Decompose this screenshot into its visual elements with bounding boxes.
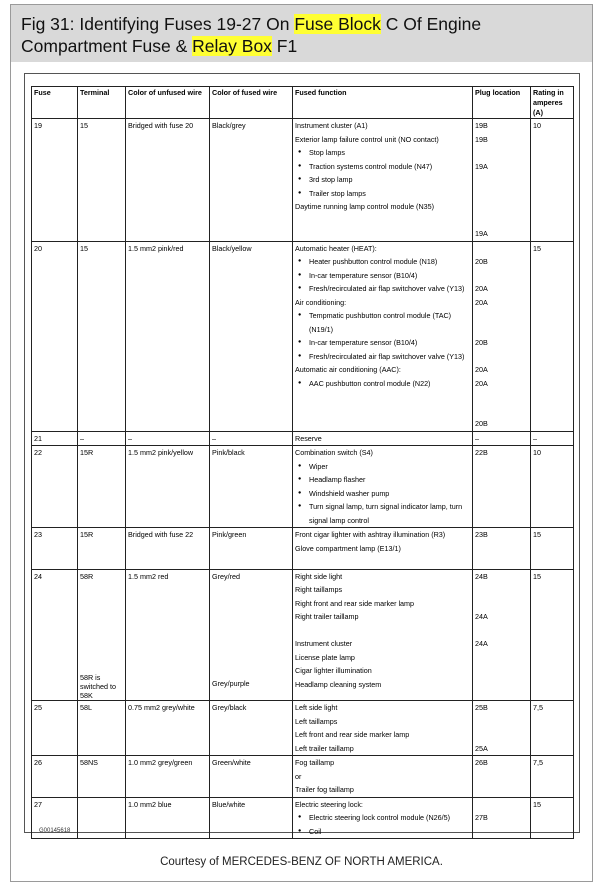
rating-cell-text: 10 bbox=[533, 448, 541, 457]
unfused-color-cell-text: Bridged with fuse 22 bbox=[128, 530, 194, 539]
function-bullet-item: ● Heater pushbutton control module (N18) bbox=[309, 255, 470, 269]
function-line: License plate lamp bbox=[295, 652, 355, 662]
function-bullet-item: ● Traction systems control module (N47) bbox=[309, 160, 470, 174]
table-row bbox=[32, 756, 574, 798]
table-row bbox=[32, 569, 574, 701]
terminal-cell bbox=[78, 119, 126, 242]
plug-location bbox=[475, 187, 528, 201]
fused-color-cell-text: Black/grey bbox=[212, 121, 246, 130]
function-bullet-item: ● In-car temperature sensor (B10/4) bbox=[309, 269, 470, 283]
fused-color-cell-text: Grey/black bbox=[212, 703, 247, 712]
rating-cell bbox=[531, 701, 574, 756]
function-bullet-item: ● Trailer stop lamps bbox=[309, 187, 470, 201]
unfused-color-cell-text: 1.5 mm2 red bbox=[128, 571, 169, 581]
unfused-color-cell-text: 1.0 mm2 blue bbox=[128, 799, 172, 809]
function-bullet-item: ● Tempmatic pushbutton control module (TAC) (N19/1) bbox=[309, 309, 470, 336]
terminal-cell bbox=[78, 756, 126, 798]
function-line: Front cigar lighter with ashtray illumination (R3) bbox=[295, 530, 446, 539]
rating-cell bbox=[531, 241, 574, 431]
fused-function-cell bbox=[293, 701, 473, 756]
terminal-cell bbox=[78, 701, 126, 756]
terminal-cell bbox=[78, 797, 126, 839]
unfused-color-cell-text: 1.5 mm2 pink/yellow bbox=[128, 448, 194, 457]
rating-cell-text: 7,5 bbox=[533, 758, 543, 767]
fused-color-cell-text: Blue/white bbox=[212, 799, 246, 809]
function-bullet-item: ● Fresh/recirculated air flap switchover valve (Y13) bbox=[309, 350, 470, 364]
function-line: Exterior lamp failure control unit (NO contact) bbox=[295, 134, 439, 144]
table-row bbox=[32, 528, 574, 570]
plug-location bbox=[475, 597, 528, 611]
plug-location bbox=[475, 390, 528, 404]
figure-code: G00145618 bbox=[39, 828, 71, 834]
plug-location bbox=[475, 715, 528, 729]
function-bullet-item: ● 3rd stop lamp bbox=[309, 173, 470, 187]
header-fuse: Fuse bbox=[32, 87, 78, 119]
unfused-color-cell-text: 1.0 mm2 grey/green bbox=[128, 758, 193, 767]
function-line: Right front and rear side marker lamp bbox=[295, 598, 415, 608]
title-highlight-fuse-block: Fuse Block bbox=[294, 14, 381, 34]
plug-location bbox=[475, 770, 528, 784]
terminal-cell bbox=[78, 446, 126, 528]
plug-location: 20B bbox=[475, 338, 488, 347]
figure-panel bbox=[10, 4, 593, 882]
plug-location bbox=[475, 651, 528, 665]
function-line: Combination switch (S4) bbox=[295, 448, 373, 457]
rating-cell bbox=[531, 797, 574, 839]
rating-cell bbox=[531, 528, 574, 570]
fused-function-cell bbox=[293, 569, 473, 701]
plug-location: 20A 20A bbox=[475, 284, 488, 307]
plug-location: 24A bbox=[475, 639, 488, 648]
plug-location-cell bbox=[473, 446, 531, 528]
function-line: Left front and rear side marker lamp bbox=[295, 730, 410, 739]
function-line: Left taillamps bbox=[295, 716, 338, 726]
fuse-number-cell-text: 26 bbox=[34, 758, 42, 767]
fuse-number-cell bbox=[32, 446, 78, 528]
unfused-color-cell-text: 1.5 mm2 pink/red bbox=[128, 243, 184, 253]
plug-location-cell bbox=[473, 241, 531, 431]
terminal-cell-text: 58R bbox=[80, 571, 94, 581]
function-bullet-item: ● Fresh/recirculated air flap switchover valve (Y13) bbox=[309, 282, 470, 296]
fused-color-alt: Grey/purple bbox=[212, 679, 250, 688]
terminal-cell-text: 15 bbox=[80, 121, 88, 130]
plug-location bbox=[475, 309, 528, 323]
fused-color-cell bbox=[210, 119, 293, 242]
unfused-color-cell-text: Bridged with fuse 20 bbox=[128, 121, 194, 130]
plug-location bbox=[475, 500, 528, 527]
terminal-cell-text: – bbox=[80, 433, 84, 443]
fuse-number-cell-text: 25 bbox=[34, 703, 42, 712]
rating-cell-text: 10 bbox=[533, 121, 541, 130]
fused-function-cell bbox=[293, 431, 473, 446]
function-line: Electric steering lock: bbox=[295, 799, 363, 809]
header-unfused-color: Color of unfused wire bbox=[126, 87, 210, 119]
rating-cell bbox=[531, 446, 574, 528]
table-row bbox=[32, 241, 574, 431]
terminal-note: 58R is switched to 58K bbox=[80, 673, 116, 700]
function-line: Left side light bbox=[295, 703, 338, 712]
table-row bbox=[32, 119, 574, 242]
rating-cell bbox=[531, 756, 574, 798]
fuse-number-cell bbox=[32, 528, 78, 570]
fused-color-cell bbox=[210, 797, 293, 839]
plug-location bbox=[475, 555, 528, 569]
plug-location: – bbox=[475, 433, 479, 443]
fused-color-cell bbox=[210, 701, 293, 756]
terminal-cell bbox=[78, 528, 126, 570]
header-fused-color: Color of fused wire bbox=[210, 87, 293, 119]
function-bullet-item: ● In-car temperature sensor (B10/4) bbox=[309, 336, 470, 350]
table-row bbox=[32, 797, 574, 839]
fused-color-cell bbox=[210, 528, 293, 570]
function-line: Left trailer taillamp bbox=[295, 743, 354, 753]
fused-color-cell-text: Pink/green bbox=[212, 530, 247, 539]
title-text-1: Fig 31: Identifying Fuses 19-27 On bbox=[21, 14, 295, 34]
function-line: Air conditioning: bbox=[295, 297, 347, 307]
plug-location bbox=[475, 728, 528, 742]
function-line: or bbox=[295, 771, 302, 781]
table-row bbox=[32, 431, 574, 446]
function-line: Daytime running lamp control module (N35) bbox=[295, 202, 435, 211]
unfused-color-cell-text: 0.75 mm2 grey/white bbox=[128, 703, 195, 712]
title-text-3: F1 bbox=[271, 36, 298, 56]
fuse-number-cell-text: 20 bbox=[34, 243, 42, 253]
function-bullet-item: ● Electric steering lock control module (N26/5) bbox=[309, 811, 470, 825]
fused-function-cell bbox=[293, 756, 473, 798]
plug-location bbox=[475, 200, 528, 214]
terminal-cell-text: 15R bbox=[80, 530, 94, 539]
plug-location: 25B bbox=[475, 703, 488, 712]
unfused-color-cell bbox=[126, 528, 210, 570]
plug-location bbox=[475, 242, 528, 256]
plug-location-cell bbox=[473, 701, 531, 756]
terminal-cell bbox=[78, 569, 126, 701]
fused-color-cell bbox=[210, 446, 293, 528]
function-line bbox=[295, 390, 470, 404]
unfused-color-cell bbox=[126, 701, 210, 756]
fuse-number-cell bbox=[32, 701, 78, 756]
header-fused-function: Fused function bbox=[293, 87, 473, 119]
function-bullet-item: ● Wiper bbox=[309, 460, 470, 474]
function-line: Cigar lighter illumination bbox=[295, 666, 372, 675]
rating-cell-text: – bbox=[533, 433, 537, 443]
function-bullet-item: ● Windshield washer pump bbox=[309, 487, 470, 501]
function-line: Instrument cluster bbox=[295, 639, 353, 648]
plug-location: 24A bbox=[475, 612, 488, 621]
fuse-table-image bbox=[24, 73, 580, 836]
unfused-color-cell bbox=[126, 569, 210, 701]
plug-location-cell bbox=[473, 528, 531, 570]
function-bullet-item: ● Coil bbox=[309, 825, 470, 839]
plug-location-cell bbox=[473, 119, 531, 242]
function-line: Right trailer taillamp bbox=[295, 612, 359, 621]
table-header-row bbox=[32, 87, 574, 119]
plug-location bbox=[475, 173, 528, 187]
fuse-number-cell-text: 21 bbox=[34, 433, 42, 443]
fused-function-cell bbox=[293, 241, 473, 431]
rating-cell-text: 7,5 bbox=[533, 703, 543, 712]
rating-cell-text: 15 bbox=[533, 530, 541, 539]
fused-color-cell bbox=[210, 756, 293, 798]
fuse-number-cell-text: 19 bbox=[34, 121, 42, 130]
header-rating: Rating in amperes (A) bbox=[531, 87, 574, 119]
function-line: Glove compartment lamp (E13/1) bbox=[295, 543, 401, 553]
function-line: Instrument cluster (A1) bbox=[295, 121, 368, 130]
fused-color-cell bbox=[210, 431, 293, 446]
fuse-number-cell bbox=[32, 756, 78, 798]
unfused-color-cell bbox=[126, 446, 210, 528]
rating-cell-text: 15 bbox=[533, 243, 541, 253]
function-line bbox=[295, 624, 470, 638]
fused-function-cell bbox=[293, 528, 473, 570]
plug-location: 22B bbox=[475, 448, 488, 457]
plug-location: 26B bbox=[475, 758, 488, 767]
plug-location-cell bbox=[473, 756, 531, 798]
plug-location bbox=[475, 678, 528, 692]
fuse-number-cell-text: 24 bbox=[34, 571, 42, 581]
title-bar bbox=[11, 5, 592, 62]
header-plug-location: Plug location bbox=[473, 87, 531, 119]
rating-cell-text: 15 bbox=[533, 571, 541, 581]
figure-title bbox=[21, 13, 581, 57]
function-line: Trailer fog taillamp bbox=[295, 785, 354, 794]
function-line: Right side light bbox=[295, 571, 343, 581]
title-text-2: C Of Engine Compartment Fuse & bbox=[21, 14, 482, 56]
function-line: Headlamp cleaning system bbox=[295, 679, 382, 689]
fused-function-cell bbox=[293, 119, 473, 242]
fuse-number-cell bbox=[32, 119, 78, 242]
plug-location: 20B bbox=[475, 257, 488, 266]
fused-color-cell-text: Pink/black bbox=[212, 448, 245, 457]
terminal-cell bbox=[78, 241, 126, 431]
table-row bbox=[32, 446, 574, 528]
function-line: Fog taillamp bbox=[295, 758, 335, 767]
function-line: Reserve bbox=[295, 433, 322, 443]
rating-cell bbox=[531, 119, 574, 242]
fused-function-cell bbox=[293, 446, 473, 528]
plug-location: 25A bbox=[475, 743, 488, 753]
rating-cell bbox=[531, 569, 574, 701]
plug-location bbox=[475, 664, 528, 678]
fuse-number-cell-text: 23 bbox=[34, 530, 42, 539]
plug-location: 20A 20A bbox=[475, 365, 488, 388]
unfused-color-cell bbox=[126, 756, 210, 798]
plug-location: 20B bbox=[475, 419, 488, 428]
courtesy-caption: Courtesy of MERCEDES-BENZ OF NORTH AMERICA. bbox=[160, 856, 443, 868]
plug-location-cell bbox=[473, 431, 531, 446]
plug-location bbox=[475, 404, 528, 418]
function-line: Automatic air conditioning (AAC): bbox=[295, 365, 401, 374]
fused-color-cell-text: – bbox=[212, 433, 216, 443]
plug-location: 19A bbox=[475, 161, 488, 171]
fuse-number-cell-text: 22 bbox=[34, 448, 42, 457]
plug-location: 23B bbox=[475, 530, 488, 539]
plug-location: 19A bbox=[475, 229, 488, 238]
terminal-cell-text: 15R bbox=[80, 448, 94, 457]
plug-location bbox=[475, 487, 528, 501]
fuse-number-cell bbox=[32, 241, 78, 431]
function-line: Automatic heater (HEAT): bbox=[295, 243, 377, 253]
function-line: Right taillamps bbox=[295, 585, 343, 594]
plug-location bbox=[475, 350, 528, 364]
unfused-color-cell bbox=[126, 119, 210, 242]
fuse-number-cell-text: 27 bbox=[34, 799, 42, 809]
plug-location bbox=[475, 624, 528, 638]
fuse-number-cell bbox=[32, 569, 78, 701]
table-row bbox=[32, 701, 574, 756]
unfused-color-cell bbox=[126, 431, 210, 446]
rating-cell bbox=[531, 431, 574, 446]
unfused-color-cell-text: – bbox=[128, 433, 132, 443]
header-terminal: Terminal bbox=[78, 87, 126, 119]
function-bullet-item: ● AAC pushbutton control module (N22) bbox=[309, 377, 470, 391]
plug-location: 24B bbox=[475, 571, 488, 581]
terminal-cell bbox=[78, 431, 126, 446]
fused-color-cell-text: Green/white bbox=[212, 758, 251, 767]
plug-location bbox=[475, 473, 528, 487]
terminal-cell-text: 58NS bbox=[80, 758, 98, 767]
function-bullet-item: ● Headlamp flasher bbox=[309, 473, 470, 487]
fused-color-cell bbox=[210, 569, 293, 701]
function-bullet-item: ● Turn signal lamp, turn signal indicator lamp, turn signal lamp control bbox=[309, 500, 470, 527]
unfused-color-cell bbox=[126, 241, 210, 431]
fuse-number-cell bbox=[32, 431, 78, 446]
plug-location bbox=[475, 269, 528, 283]
table-body bbox=[32, 119, 574, 839]
plug-location: 19B bbox=[475, 121, 488, 130]
plug-location bbox=[475, 214, 528, 228]
plug-location bbox=[475, 460, 528, 474]
fused-color-cell-text: Grey/red bbox=[212, 571, 240, 581]
plug-location-cell bbox=[473, 569, 531, 701]
rating-cell-text: 15 bbox=[533, 799, 541, 809]
fused-color-cell bbox=[210, 241, 293, 431]
plug-location bbox=[475, 798, 528, 812]
function-bullet-item: ● Stop lamps bbox=[309, 146, 470, 160]
plug-location-cell bbox=[473, 797, 531, 839]
terminal-cell-text: 58L bbox=[80, 703, 92, 712]
plug-location bbox=[475, 783, 528, 797]
title-highlight-relay-box: Relay Box bbox=[192, 36, 272, 56]
plug-location: 19B bbox=[475, 134, 488, 144]
fuse-table bbox=[31, 86, 574, 839]
terminal-cell-text: 15 bbox=[80, 243, 88, 253]
unfused-color-cell bbox=[126, 797, 210, 839]
fused-function-cell bbox=[293, 797, 473, 839]
fused-color-cell-text: Black/yellow bbox=[212, 243, 252, 253]
function-line bbox=[295, 214, 470, 228]
plug-location bbox=[475, 825, 528, 839]
plug-location: 27B bbox=[475, 813, 488, 822]
plug-location bbox=[475, 583, 528, 597]
